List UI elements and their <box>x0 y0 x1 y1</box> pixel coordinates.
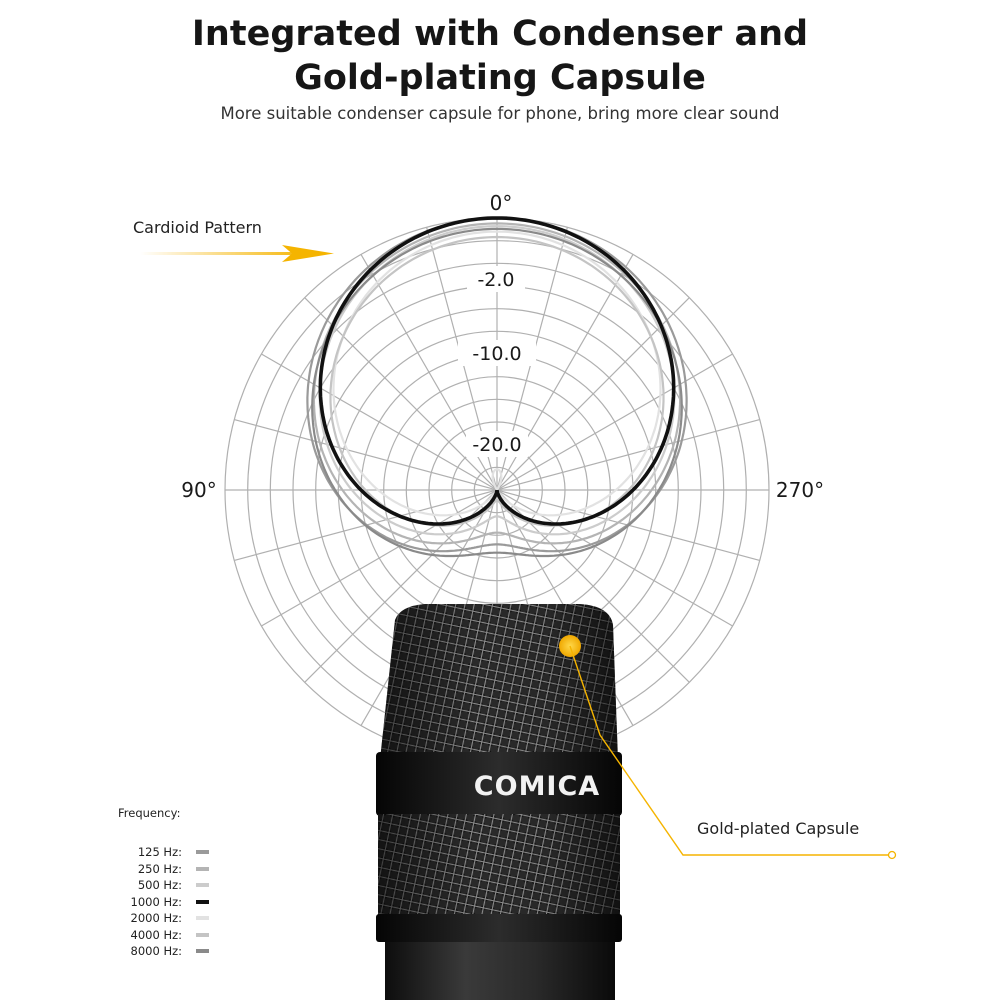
frequency-legend <box>118 806 238 960</box>
legend-swatch <box>196 850 209 854</box>
legend-item <box>118 943 238 960</box>
gold-capsule-label: Gold-plated Capsule <box>697 819 860 838</box>
db-label-2: -10.0 <box>472 343 522 365</box>
legend-item-label: 4000 Hz: <box>130 927 182 942</box>
legend-item <box>118 844 238 861</box>
angle-0-label: 0° <box>489 191 513 215</box>
legend-item <box>118 877 238 894</box>
legend-swatch <box>196 916 209 920</box>
title-line-2: Gold-plating Capsule <box>294 58 706 98</box>
legend-title: Frequency: <box>118 806 181 820</box>
db-label-3: -20.0 <box>472 434 522 456</box>
legend-item-label: 1000 Hz: <box>130 894 182 909</box>
cardioid-pattern-label: Cardioid Pattern <box>133 218 262 237</box>
legend-item <box>118 861 238 878</box>
angle-90-label: 90° <box>181 478 217 502</box>
legend-item-label: 500 Hz: <box>137 878 182 892</box>
legend-swatch <box>196 933 209 937</box>
legend-item-label: 250 Hz: <box>137 861 182 876</box>
legend-swatch <box>196 949 209 953</box>
title-line-1: Integrated with Condenser and <box>191 14 809 54</box>
microphone-image <box>376 604 622 1000</box>
legend-item <box>118 910 238 927</box>
callout-end-icon <box>889 852 896 859</box>
legend-swatch <box>196 883 209 887</box>
db-label-1: -2.0 <box>477 269 515 291</box>
legend-item-label: 8000 Hz: <box>130 944 182 958</box>
legend-item-label: 125 Hz: <box>137 845 182 859</box>
legend-item <box>118 894 238 911</box>
legend-item-label: 2000 Hz: <box>130 911 182 925</box>
angle-270-label: 270° <box>775 478 825 502</box>
legend-item <box>118 927 238 944</box>
subtitle: More suitable condenser capsule for phone, bring more clear sound <box>220 104 780 123</box>
pattern-arrow-icon <box>140 245 334 262</box>
brand-logo: COMICA <box>473 771 601 802</box>
legend-swatch <box>196 867 209 871</box>
legend-swatch <box>196 900 209 904</box>
